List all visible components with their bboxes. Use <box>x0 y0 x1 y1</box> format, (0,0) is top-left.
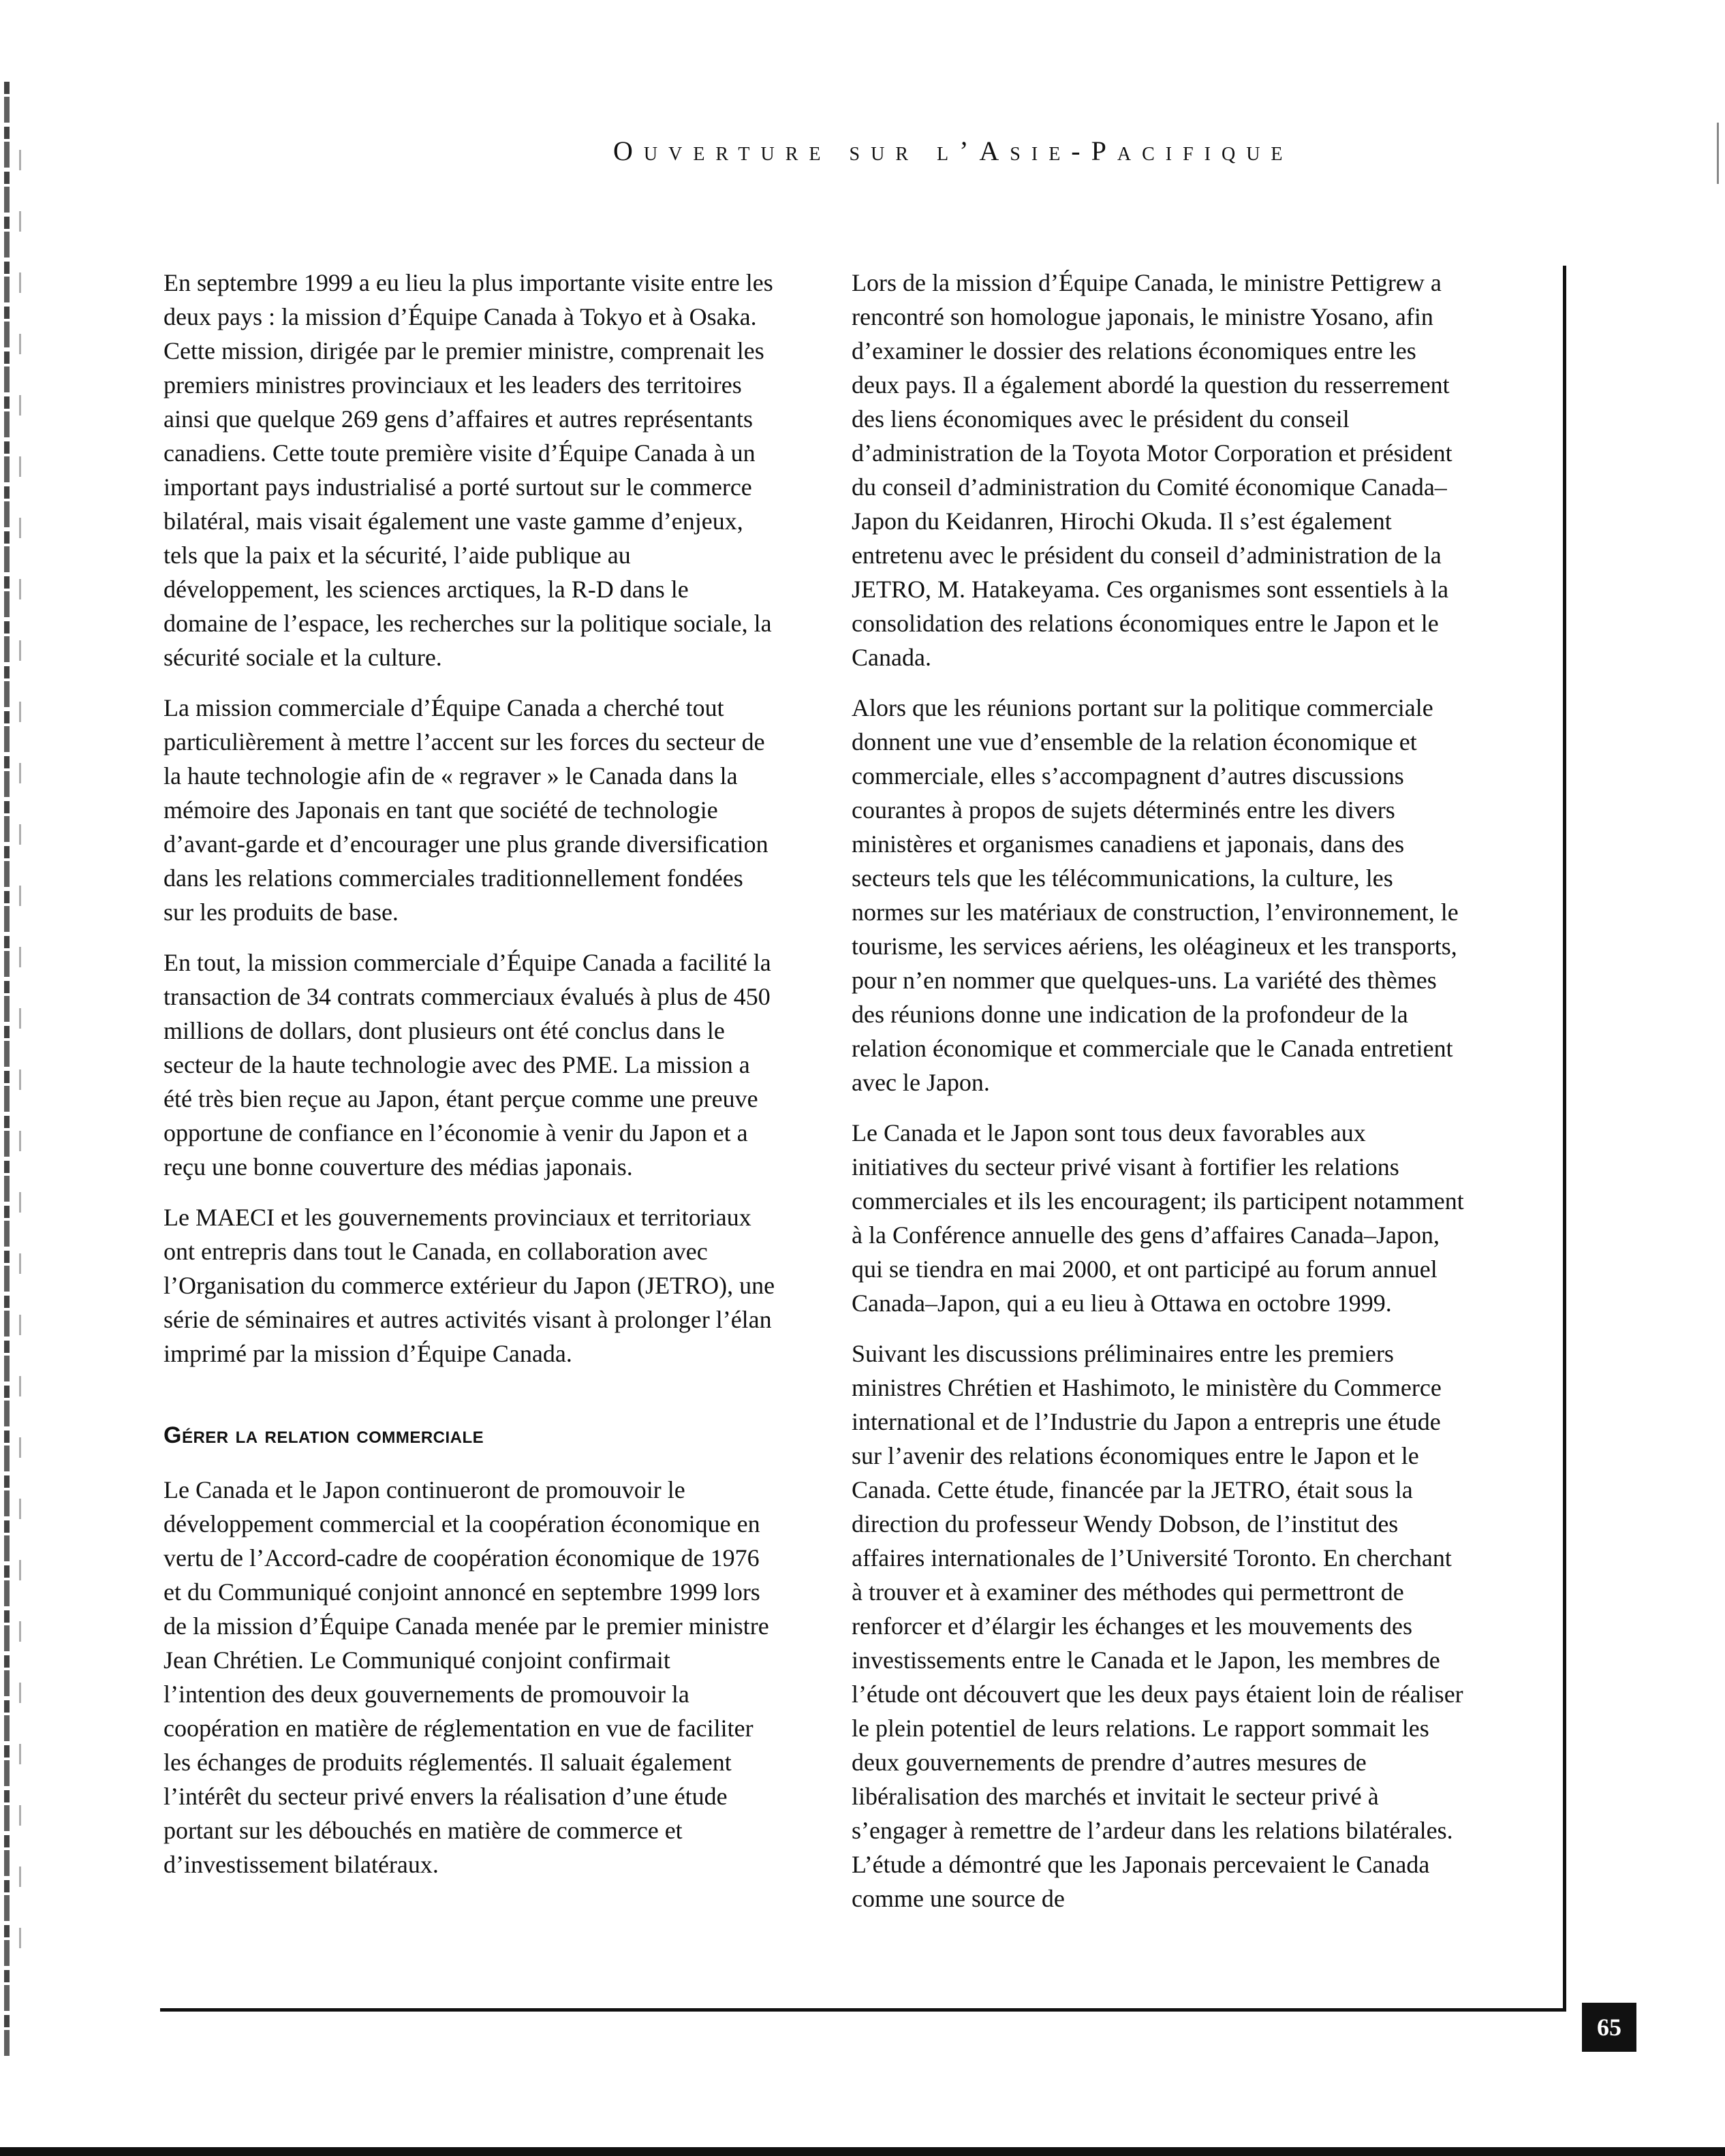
paragraph: La mission commerciale d’Équipe Canada a cherché tout particulièrement à mettre l’accent sur les forces du secteur de la haute technologie afin de « regraver » le Canada dans la mémoire des Japonais en tant que société de technologie d’avant-garde et d’encourager une plus grande diversification dans les relations commerciales traditionnellement fondées sur les produits de base. <box>164 694 768 926</box>
running-header-title: Ouverture sur l’Asie-Pacifique <box>613 136 1294 166</box>
paragraph: Alors que les réunions portant sur la politique commerciale donnent une vue d’ensemble de la relation économique et commerciale, elles s’accompagnent d’autres discussions courantes à propos de sujets déterminés entre les divers ministères et organismes canadiens et japonais, dans des secteurs tels que les télécommunications, la culture, les normes sur les matériaux de construction, l’environnement, le tourisme, les services aériens, les oléagineux et les transports, pour n’en nommer que quelques-uns. La variété des thèmes des réunions donne une indication de la profondeur de la relation économique et commerciale que le Canada entretient avec le Japon. <box>852 694 1459 1096</box>
paragraph: Lors de la mission d’Équipe Canada, le ministre Pettigrew a rencontré son homologue japonais, le ministre Yosano, afin d’examiner le dossier des relations économiques entre les deux pays. Il a également abordé la question du resserrement des liens économiques avec le président du conseil d’administration de la Toyota Motor Corporation et président du conseil d’administration du Comité économique Canada–Japon du Keidanren, Hirochi Okuda. Il s’est également entretenu avec le président du conseil d’administration de la JETRO, M. Hatakeyama. Ces organismes sont essentiels à la consolidation des relations économiques entre le Japon et le Canada. <box>852 269 1452 671</box>
right-column <box>852 266 1465 1932</box>
page-number <box>1582 2003 1636 2052</box>
page-number-text: 65 <box>1597 2014 1621 2041</box>
column-rule-right <box>1563 266 1566 2010</box>
scan-border-bottom <box>0 2147 1725 2156</box>
scan-border-left <box>4 82 10 2057</box>
section-heading: Gérer la relation commerciale <box>164 1422 484 1448</box>
left-column <box>164 266 777 1898</box>
paragraph: Le Canada et le Japon continueront de promouvoir le développement commercial et la coopération économique en vertu de l’Accord-cadre de coopération économique de 1976 et du Communiqué conjoint annoncé en septembre 1999 lors de la mission d’Équipe Canada menée par le premier ministre Jean Chrétien. Le Communiqué conjoint confirmait l’intention des deux gouvernements de promouvoir la coopération en matière de réglementation en vue de faciliter les échanges de produits réglementés. Il saluait également l’intérêt du secteur privé envers la réalisation d’une étude portant sur les débouchés en matière de commerce et d’investissement bilatéraux. <box>164 1476 769 1878</box>
paragraph: Le MAECI et les gouvernements provinciaux et territoriaux ont entrepris dans tout le Canada, en collaboration avec l’Organisation du commerce extérieur du Japon (JETRO), une série de séminaires et autres activités visant à prolonger l’élan imprimé par la mission d’Équipe Canada. <box>164 1204 775 1367</box>
scan-border-left-inner <box>19 150 21 1989</box>
paragraph: En tout, la mission commerciale d’Équipe Canada a facilité la transaction de 34 contrats commerciaux évalués à plus de 450 millions de dollars, dont plusieurs ont été conclus dans le secteur de la haute technologie avec des PME. La mission a été très bien reçue au Japon, étant perçue comme une preuve opportune de confiance en l’économie à venir du Japon et a reçu une bonne couverture des médias japonais. <box>164 949 771 1181</box>
footer-rule <box>160 2008 1566 2012</box>
paragraph: Le Canada et le Japon sont tous deux favorables aux initiatives du secteur privé visant à fortifier les relations commerciales et ils les encouragent; ils participent notamment à la Conférence annuelle des gens d’affaires Canada–Japon, qui se tiendra en mai 2000, et ont participé au forum annuel Canada–Japon, qui a eu lieu à Ottawa en octobre 1999. <box>852 1119 1464 1317</box>
scan-mark-right <box>1717 123 1719 184</box>
running-header <box>613 135 1567 167</box>
paragraph: Suivant les discussions préliminaires entre les premiers ministres Chrétien et Hashimoto, le ministère du Commerce international et de l’Industrie du Japon a entrepris une étude sur l’avenir des relations économiques entre le Japon et le Canada. Cette étude, financée par la JETRO, était sous la direction du professeur Wendy Dobson, de l’institut des affaires internationales de l’Université Toronto. En cherchant à trouver et à examiner des méthodes qui permettront de renforcer et d’élargir les échanges et les mouvements des investissements entre le Canada et le Japon, les membres de l’étude ont découvert que les deux pays étaient loin de réaliser le plein potentiel de leurs relations. Le rapport sommait les deux gouvernements de prendre d’autres mesures de libéralisation des marchés et invitait le secteur privé à s’engager à remettre de l’ardeur dans les relations bilatérales. L’étude a démontré que les Japonais percevaient le Canada comme une source de <box>852 1340 1463 1912</box>
paragraph: En septembre 1999 a eu lieu la plus importante visite entre les deux pays : la mission d’Équipe Canada à Tokyo et à Osaka. Cette mission, dirigée par le premier ministre, comprenait les premiers ministres provinciaux et les leaders des territoires ainsi que quelque 269 gens d’affaires et autres représentants canadiens. Cette toute première visite d’Équipe Canada à un important pays industrialisé a porté surtout sur le commerce bilatéral, mais visait également une vaste gamme d’enjeux, tels que la paix et la sécurité, l’aide publique au développement, les sciences arctiques, la R-D dans le domaine de l’espace, les recherches sur la politique sociale, la sécurité sociale et la culture. <box>164 269 773 671</box>
